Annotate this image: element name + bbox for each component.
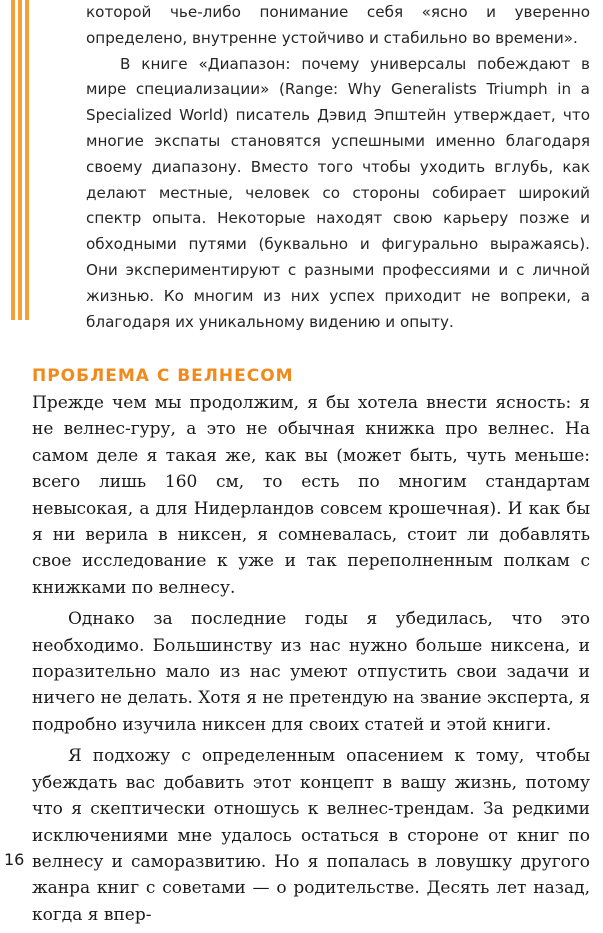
accent-stripe [25, 0, 29, 320]
body-text [32, 390, 590, 933]
page-number: 16 [4, 850, 25, 869]
section-heading: ПРОБЛЕМА С ВЕЛНЕСОМ [32, 366, 294, 386]
accent-stripe [11, 0, 15, 320]
sidebar-box [0, 0, 603, 336]
body-paragraph: Однако за последние годы я убедилась, что это необходимо. Большинству из нас нужно больше никсена, и поразительно мало из нас умеют отпустить свои задачи и ничего не делать. Хотя я не претендую на звание эксперта, я подробно изучила никсен для своих статей и этой книги. [32, 609, 590, 735]
sidebar-paragraph: В книге «Диапазон: почему универсалы побеждают в мире специализации» (Range: Why Generalists Triumph in a Specialized World) писатель Дэвид Эпштейн утверждает, что многие экспаты становятся успешными именно благодаря своему диапазону. Вместо того чтобы уходить вглубь, как делают местные, человек со стороны собирает широкий спектр опыта. Некоторые находят свою карьеру позже и обходными путями (буквально и фигурально выражаясь). Они экспериментируют с разными профессиями и с личной жизнью. Ко многим из них успех приходит не вопреки, а благодаря их уникальному видению и опыту. [86, 54, 590, 331]
sidebar-text [86, 0, 590, 335]
sidebar-accent-stripes [11, 0, 28, 320]
body-paragraph: Я подхожу с определенным опасением к тому, чтобы убеждать вас добавить этот концепт в вашу жизнь, потому что я скептически отношусь к велнес-трендам. За редкими исключениями мне удалось остаться в стороне от книг по велнесу и саморазвитию. Но я попалась в ловушку другого жанра книг с советами — о родительстве. Десять лет назад, когда я впер- [32, 746, 590, 925]
body-paragraph: Прежде чем мы продолжим, я бы хотела внести ясность: я не велнес-гуру, а это не обычная книжка про велнес. На самом деле я такая же, как вы (может быть, чуть меньше: всего лишь 160 см, то есть по многим стандартам невысокая, а для Нидерландов совсем крошечная). И как бы я ни верила в никсен, я сомневалась, стоит ли добавлять свое исследование к уже и так переполненным полкам с книжками по велнесу. [32, 393, 590, 598]
sidebar-paragraph: которой чье-либо понимание себя «ясно и уверенно определено, внутренне устойчиво и стабильно во времени». [86, 3, 590, 47]
accent-stripe [18, 0, 22, 320]
